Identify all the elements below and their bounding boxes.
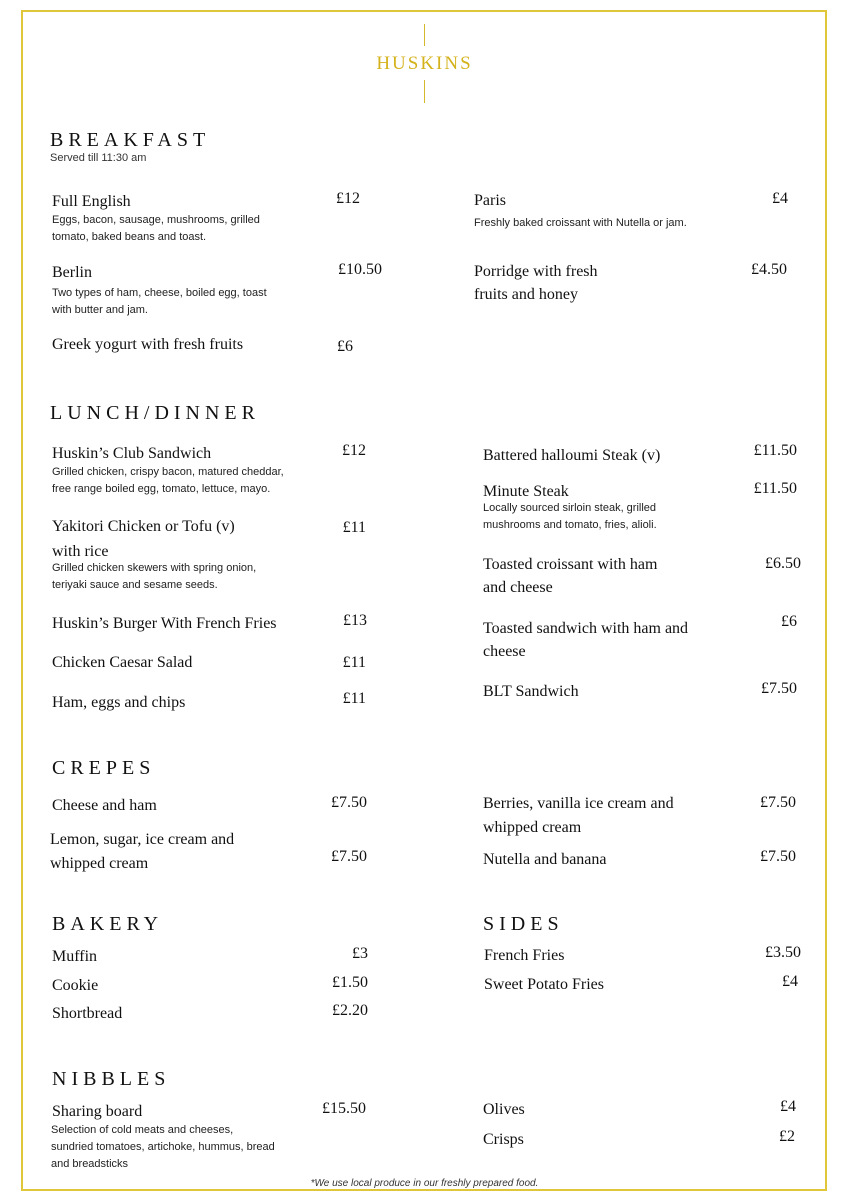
item-name: Battered halloumi Steak (v) [483,447,661,464]
item-name: Ham, eggs and chips [52,694,186,711]
item-name: whipped cream [483,819,582,836]
item-price: £1.50 [332,974,368,991]
item-name: Yakitori Chicken or Tofu (v) [52,518,235,535]
item-price: £10.50 [338,261,382,278]
item-description: and breadsticks [51,1158,129,1170]
item-description: Selection of cold meats and cheeses, [51,1124,234,1136]
item-description: Eggs, bacon, sausage, mushrooms, grilled [52,214,260,226]
item-name: Sharing board [52,1103,143,1120]
item-name: Huskin’s Club Sandwich [52,445,212,462]
item-name: Berries, vanilla ice cream and [483,795,674,812]
section-title-sides: SIDES [483,913,564,935]
item-description: Grilled chicken skewers with spring onion, [52,562,257,574]
item-name: French Fries [484,947,565,964]
item-price: £7.50 [761,680,797,697]
item-name: cheese [483,643,526,660]
item-price: £11.50 [753,480,797,497]
item-name: Sweet Potato Fries [484,976,604,993]
item-name: Minute Steak [483,483,569,500]
item-price: £7.50 [760,794,796,811]
brand-logo: HUSKINS [376,53,473,74]
item-description: tomato, baked beans and toast. [52,231,207,243]
section-title-crepes: CREPES [52,757,156,779]
item-price: £4 [780,1098,796,1115]
section-title-nibbles: NIBBLES [52,1068,171,1090]
item-name: Olives [483,1101,525,1118]
item-price: £7.50 [760,848,796,865]
item-description: Freshly baked croissant with Nutella or jam. [474,217,687,229]
item-name: Muffin [52,948,98,965]
item-price: £11 [342,690,366,707]
item-name: Cookie [52,977,99,994]
item-price: £6.50 [765,555,801,572]
item-name: Toasted sandwich with ham and [483,620,689,637]
item-description: Two types of ham, cheese, boiled egg, toast [52,287,267,299]
item-price: £3.50 [765,944,801,961]
item-name: Chicken Caesar Salad [52,654,193,671]
item-price: £15.50 [322,1100,366,1117]
item-name: and cheese [483,579,553,596]
item-description: Locally sourced sirloin steak, grilled [483,502,657,514]
item-price: £11 [342,654,366,671]
menu-border [21,10,827,1191]
item-description: teriyaki sauce and sesame seeds. [52,579,218,591]
item-price: £6 [337,338,353,355]
section-title-bakery: BAKERY [52,913,164,935]
item-description: mushrooms and tomato, fries, alioli. [483,519,657,531]
item-name: Porridge with fresh [474,263,598,280]
item-price: £2 [779,1128,795,1145]
item-name: BLT Sandwich [483,683,579,700]
item-description: with butter and jam. [52,304,148,316]
item-price: £4 [782,973,798,990]
item-name: Berlin [52,264,92,281]
item-price: £12 [336,190,360,207]
footer-note: *We use local produce in our freshly prepared food. [310,1178,539,1189]
item-name: Crisps [483,1131,524,1148]
item-name: Greek yogurt with fresh fruits [52,336,244,353]
section-title-lunch-dinner: LUNCH/DINNER [50,402,260,424]
item-description: sundried tomatoes, artichoke, hummus, bread [51,1141,275,1153]
item-price: £3 [352,945,368,962]
item-price: £13 [343,612,367,629]
item-price: £2.20 [332,1002,368,1019]
item-name: Nutella and banana [483,851,607,868]
item-name: Cheese and ham [52,797,157,814]
item-name: fruits and honey [474,286,578,303]
item-price: £4 [772,190,788,207]
item-price: £11.50 [753,442,797,459]
item-price: £11 [342,519,366,536]
item-name: whipped cream [50,855,149,872]
section-title-breakfast: BREAKFAST [50,129,211,151]
item-name: with rice [52,543,109,560]
item-description: Grilled chicken, crispy bacon, matured cheddar, [52,466,284,478]
item-name: Toasted croissant with ham [483,556,658,573]
item-name: Lemon, sugar, ice cream and [50,831,235,848]
item-price: £6 [781,613,797,630]
item-price: £4.50 [751,261,787,278]
item-name: Paris [474,192,506,209]
item-name: Huskin’s Burger With French Fries [52,615,277,632]
item-price: £7.50 [331,848,367,865]
item-description: free range boiled egg, tomato, lettuce, mayo. [52,483,271,495]
item-name: Full English [52,193,131,210]
item-name: Shortbread [52,1005,123,1022]
item-price: £12 [342,442,366,459]
breakfast-serving-note: Served till 11:30 am [50,152,147,164]
item-price: £7.50 [331,794,367,811]
logo-divider-top [424,24,425,46]
logo-divider-bottom [424,80,425,103]
